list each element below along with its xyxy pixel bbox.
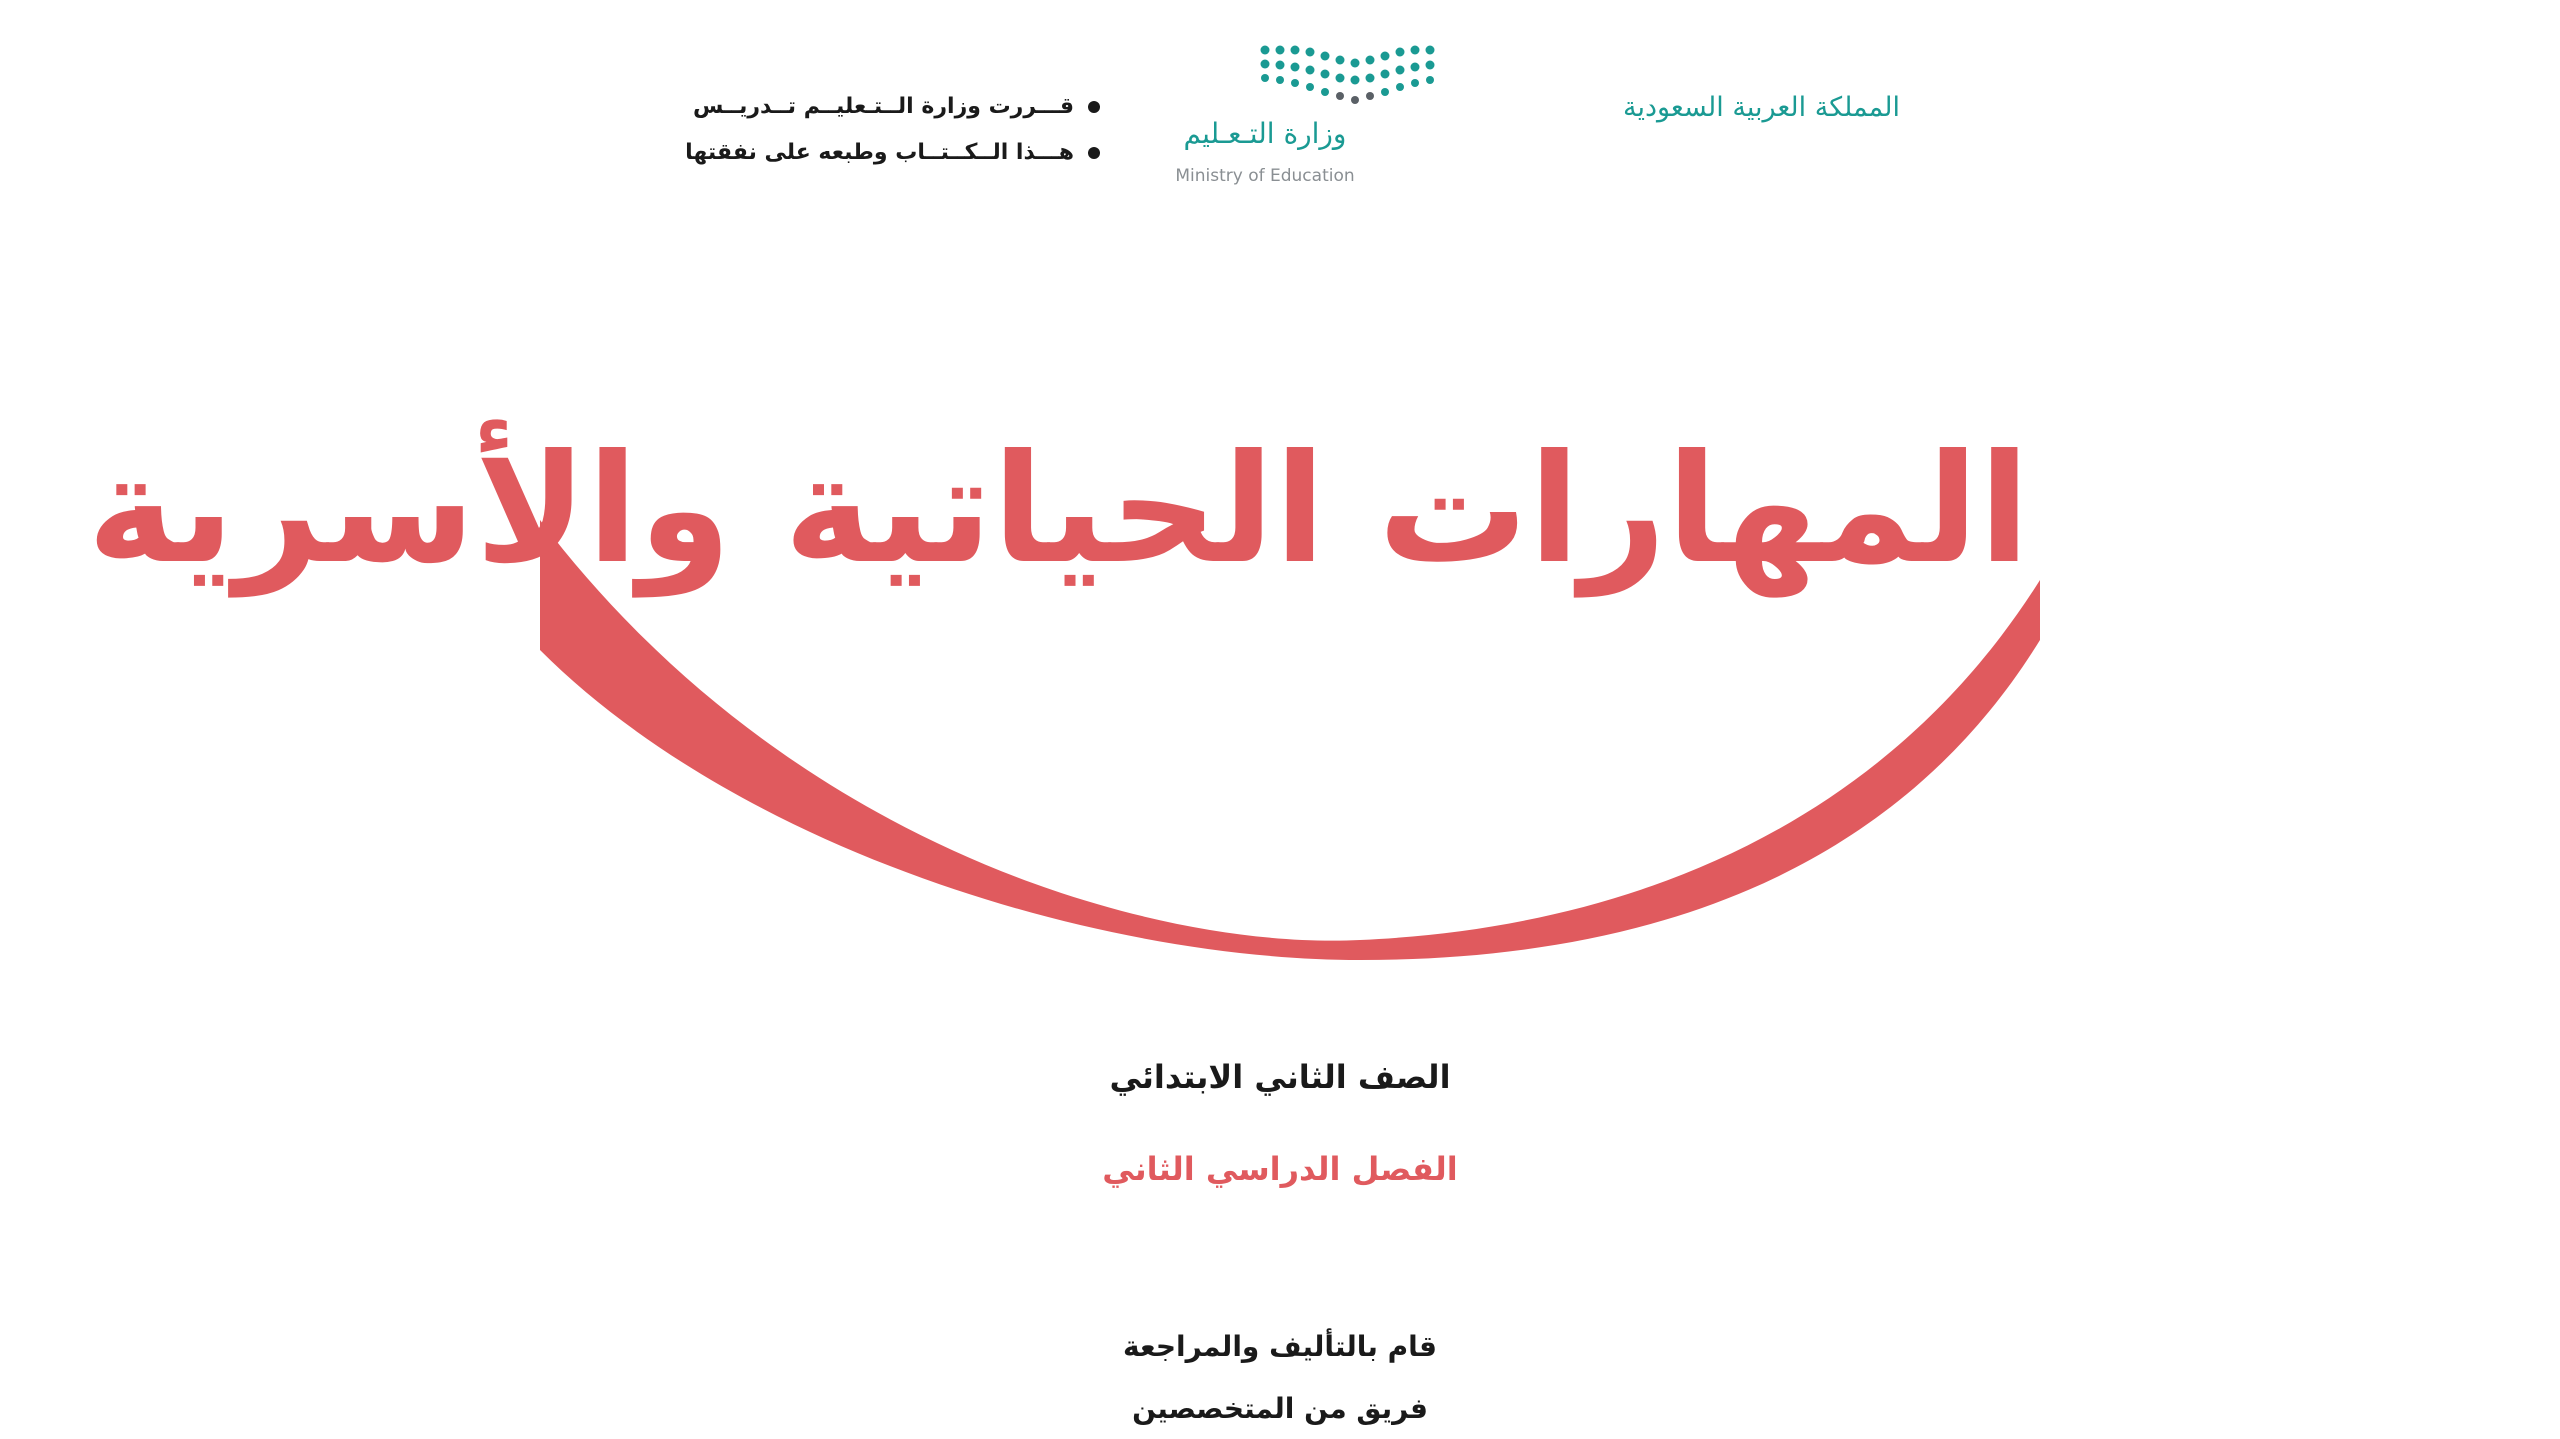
grade-label: الصف الثاني الابتدائي (1109, 1058, 1451, 1096)
book-title: المهارات الحياتية والأسرية (87, 423, 2030, 597)
ministry-name-arabic: وزارة التـعـليم (1183, 117, 1347, 150)
ministry-name-english: Ministry of Education (1175, 166, 1355, 186)
semester-label: الفصل الدراسي الثاني (1102, 1150, 1458, 1188)
approval-line (660, 84, 1100, 130)
approval-line (660, 130, 1100, 176)
bullet-icon (1088, 101, 1100, 113)
kingdom-name: المملكة العربية السعودية (1622, 92, 1900, 123)
approval-note (660, 84, 1100, 176)
approval-line-text: قـــررت وزارة الــتـعليــم تــدريــس (692, 94, 1074, 119)
authors-team: فريق من المتخصصين (1132, 1392, 1428, 1425)
ministry-dots-icon (1140, 30, 1470, 120)
approval-line-text: هـــذا الــكــتــاب وطبعه على نفقتها (685, 140, 1074, 165)
authorship-label: قام بالتأليف والمراجعة (1123, 1330, 1437, 1363)
bullet-icon (1088, 147, 1100, 159)
